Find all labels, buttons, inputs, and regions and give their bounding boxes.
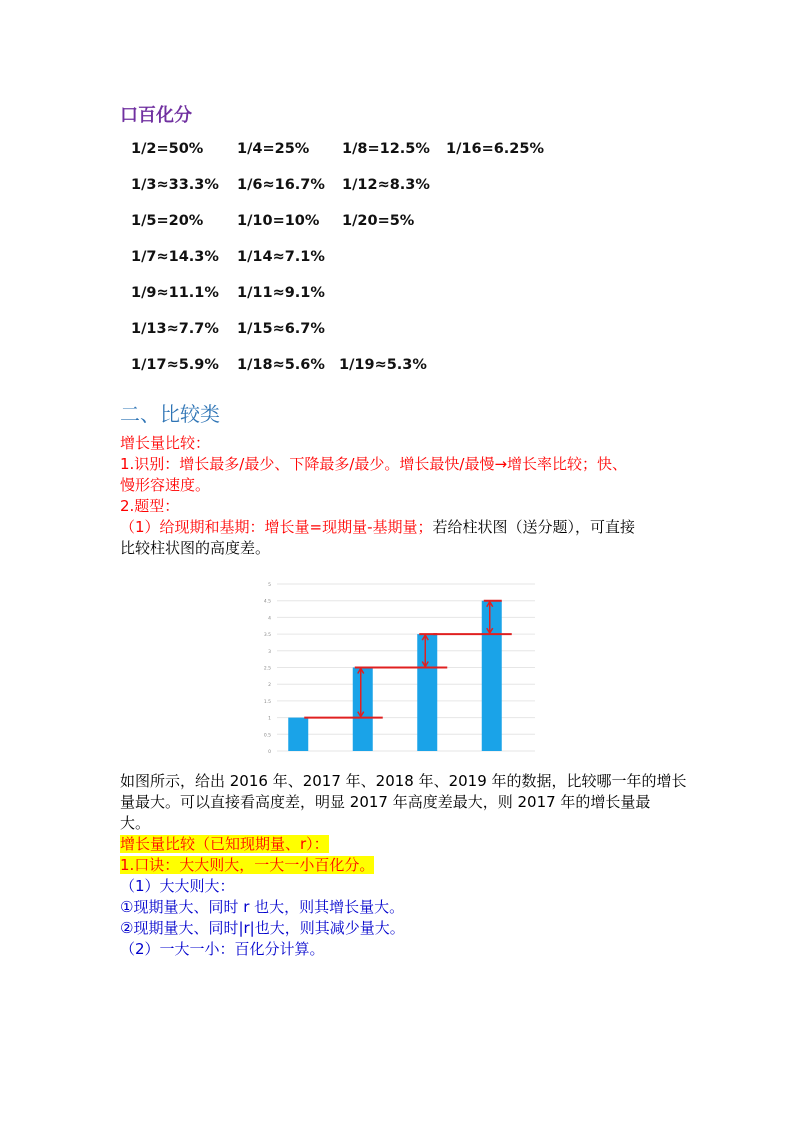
paragraph-line: 比较柱状图的高度差。 bbox=[120, 539, 271, 557]
fraction-item: 1/9≈11.1% bbox=[131, 285, 219, 301]
fraction-item: 1/2=50% bbox=[131, 141, 204, 157]
highlighted-line bbox=[120, 834, 329, 855]
sub-title: 增长量比较： bbox=[120, 434, 211, 452]
fraction-item: 1/5=20% bbox=[131, 213, 204, 229]
fraction-item: 1/11≈9.1% bbox=[237, 285, 325, 301]
y-tick-label: 2.5 bbox=[263, 666, 271, 672]
section-heading: 二、比较类 bbox=[120, 402, 220, 426]
y-tick-label: 0 bbox=[268, 750, 271, 755]
fraction-item: 1/10=10% bbox=[237, 213, 320, 229]
fraction-section-title: 口百化分 bbox=[120, 105, 192, 126]
paragraph-line: 量最大。可以直接看高度差，明显 2017 年高度差最大，则 2017 年的增长量最 bbox=[120, 793, 651, 811]
paragraph-line: 1.识别：增长最多/最少、下降最多/最少。增长最快/最慢→增长率比较；快、 bbox=[120, 455, 628, 473]
fraction-item: 1/19≈5.3% bbox=[339, 357, 427, 373]
fraction-item: 1/13≈7.7% bbox=[131, 321, 219, 337]
y-tick-label: 0.5 bbox=[263, 733, 271, 739]
fraction-item: 1/6≈16.7% bbox=[237, 177, 325, 193]
fraction-item: 1/12≈8.3% bbox=[342, 177, 430, 193]
bar bbox=[288, 718, 308, 751]
highlight-text: 增长量比较（已知现期量、r）： bbox=[120, 835, 329, 853]
fraction-item: 1/8=12.5% bbox=[342, 141, 430, 157]
fraction-item: 1/20=5% bbox=[342, 213, 415, 229]
fraction-item: 1/18≈5.6% bbox=[237, 357, 325, 373]
bar bbox=[353, 668, 373, 752]
fraction-item: 1/3≈33.3% bbox=[131, 177, 219, 193]
bar bbox=[482, 601, 502, 751]
y-tick-label: 3.5 bbox=[263, 633, 271, 639]
paragraph-line: （2）一大一小：百化分计算。 bbox=[120, 940, 325, 958]
y-tick-label: 1.5 bbox=[263, 699, 271, 705]
bar-chart bbox=[255, 578, 540, 758]
paragraph-line bbox=[120, 517, 635, 538]
fraction-item: 1/7≈14.3% bbox=[131, 249, 219, 265]
y-tick-label: 1 bbox=[268, 716, 271, 722]
highlighted-line bbox=[120, 855, 374, 876]
y-tick-label: 4.5 bbox=[263, 599, 271, 605]
y-tick-label: 2 bbox=[268, 683, 271, 689]
paragraph-line: 如图所示，给出 2016 年、2017 年、2018 年、2019 年的数据，比较哪一年的增长 bbox=[120, 772, 687, 790]
highlight-text: 1.口诀：大大则大，一大一小百化分。 bbox=[120, 856, 375, 874]
fraction-item: 1/16=6.25% bbox=[446, 141, 545, 157]
y-tick-label: 5 bbox=[268, 583, 271, 588]
y-tick-label: 3 bbox=[268, 649, 271, 655]
formula-text: （1）给现期和基期：增长量=现期量-基期量； bbox=[120, 518, 433, 536]
paragraph-line: ①现期量大、同时 r 也大，则其增长量大。 bbox=[120, 898, 405, 916]
bar bbox=[417, 634, 437, 751]
fraction-item: 1/14≈7.1% bbox=[237, 249, 325, 265]
paragraph-line: ②现期量大、同时|r|也大，则其减少量大。 bbox=[120, 919, 405, 937]
fraction-item: 1/4=25% bbox=[237, 141, 310, 157]
y-tick-label: 4 bbox=[268, 616, 271, 622]
paragraph-line: 2.题型： bbox=[120, 497, 180, 515]
paragraph-line: （1）大大则大： bbox=[120, 877, 235, 895]
fraction-item: 1/15≈6.7% bbox=[237, 321, 325, 337]
paragraph-line: 慢形容速度。 bbox=[120, 476, 211, 494]
paragraph-text: 若给柱状图（送分题），可直接 bbox=[432, 518, 636, 536]
paragraph-line: 大。 bbox=[120, 814, 151, 832]
fraction-item: 1/17≈5.9% bbox=[131, 357, 219, 373]
